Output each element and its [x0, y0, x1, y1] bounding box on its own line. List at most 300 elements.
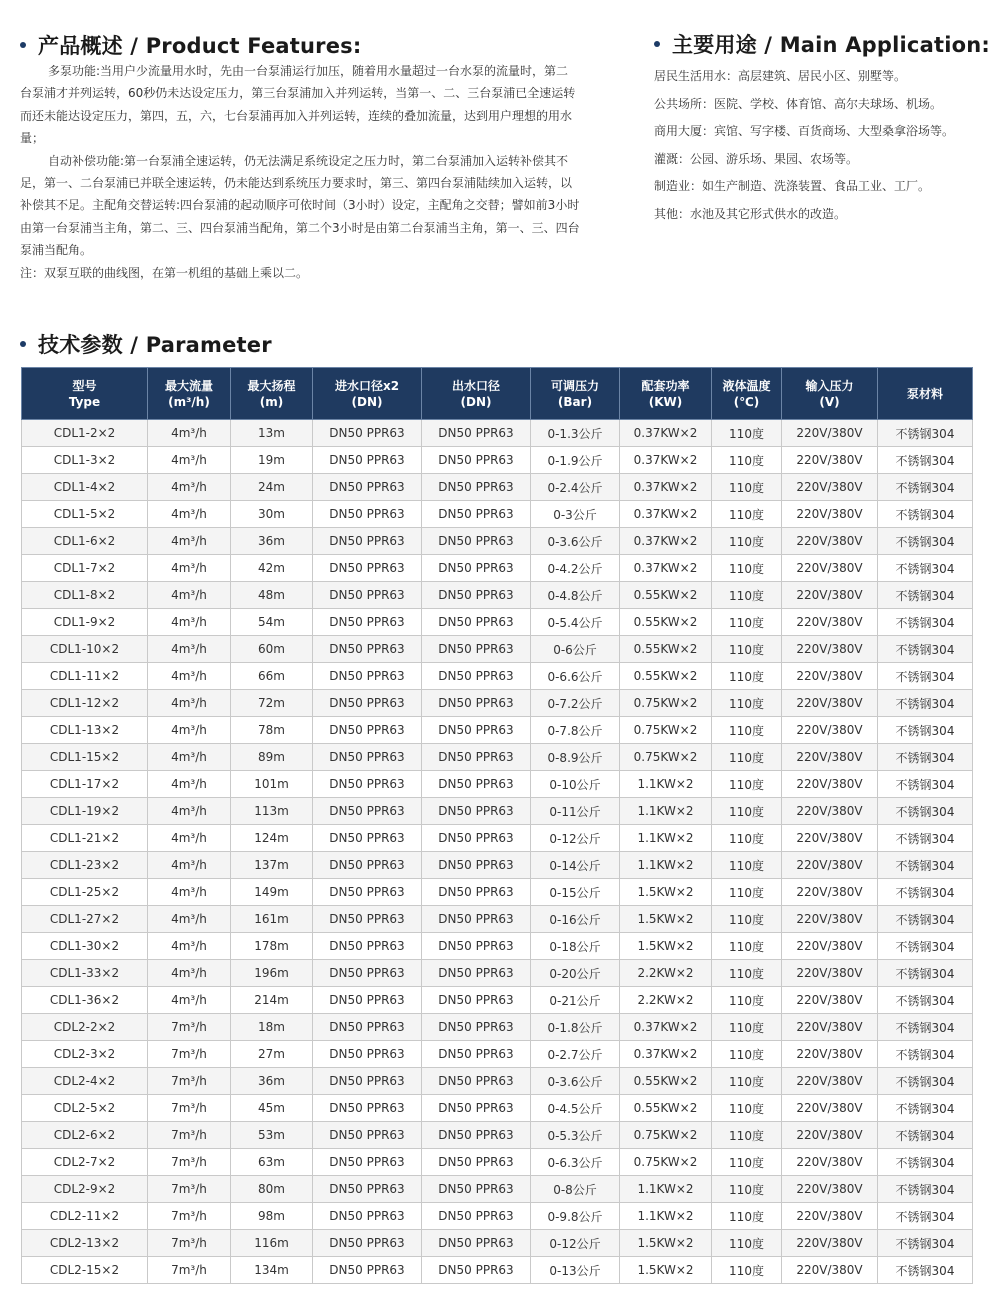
table-cell: 42m — [231, 555, 313, 582]
table-cell: 不锈钢304 — [878, 1257, 973, 1284]
table-cell: 220V/380V — [782, 960, 878, 987]
table-cell: DN50 PPR63 — [422, 1176, 531, 1203]
table-cell: DN50 PPR63 — [313, 879, 422, 906]
table-cell: 110度 — [712, 1014, 782, 1041]
table-cell: CDL2-2×2 — [22, 1014, 148, 1041]
table-cell: 0.55KW×2 — [620, 609, 712, 636]
table-cell: 0.75KW×2 — [620, 744, 712, 771]
table-cell: 0-12公斤 — [531, 1230, 620, 1257]
column-header-cn: 配套功率 — [641, 378, 690, 393]
features-paragraph: 自动补偿功能:第一台泵浦全速运转，仍无法满足系统设定之压力时，第二台泵浦加入运转补偿其不足，第一、二台泵浦已并联全速运转，仍未能达到系统压力要求时，第三、第四台泵浦陆续加入运转，以补偿其不足。主配角交替运转:四台泵浦的起动顺序可依时间（3小时）设定，主配角之交替；譬如前3小时由第一台泵浦当主角，第二、三、四台泵浦当配角，第二个3小时是由第二台泵浦当主角，第一、三、四台泵浦当配角。 — [20, 153, 580, 258]
table-cell: 7m³/h — [148, 1068, 231, 1095]
table-cell: 137m — [231, 852, 313, 879]
table-cell: 不锈钢304 — [878, 744, 973, 771]
table-cell: 220V/380V — [782, 1095, 878, 1122]
table-cell: 220V/380V — [782, 1014, 878, 1041]
table-cell: 不锈钢304 — [878, 1203, 973, 1230]
table-cell: 220V/380V — [782, 717, 878, 744]
column-header — [148, 368, 231, 420]
table-cell: DN50 PPR63 — [313, 1149, 422, 1176]
table-row — [22, 744, 973, 771]
table-cell: CDL2-15×2 — [22, 1257, 148, 1284]
table-cell: 0-21公斤 — [531, 987, 620, 1014]
table-cell: 45m — [231, 1095, 313, 1122]
table-cell: DN50 PPR63 — [422, 1014, 531, 1041]
table-cell: 220V/380V — [782, 933, 878, 960]
table-cell: DN50 PPR63 — [313, 582, 422, 609]
table-cell: 0-4.8公斤 — [531, 582, 620, 609]
table-cell: DN50 PPR63 — [422, 582, 531, 609]
application-list — [654, 65, 994, 231]
table-cell: 0.55KW×2 — [620, 1095, 712, 1122]
table-cell: DN50 PPR63 — [422, 798, 531, 825]
table-cell: 110度 — [712, 1230, 782, 1257]
table-cell: 7m³/h — [148, 1203, 231, 1230]
table-cell: 0-11公斤 — [531, 798, 620, 825]
table-cell: 110度 — [712, 555, 782, 582]
table-cell: 0.37KW×2 — [620, 1014, 712, 1041]
table-row — [22, 582, 973, 609]
column-header-en: (DN) — [351, 394, 383, 409]
table-cell: DN50 PPR63 — [313, 825, 422, 852]
table-cell: DN50 PPR63 — [422, 663, 531, 690]
table-cell: DN50 PPR63 — [422, 744, 531, 771]
table-cell: CDL2-4×2 — [22, 1068, 148, 1095]
table-cell: 220V/380V — [782, 1068, 878, 1095]
table-cell: 220V/380V — [782, 798, 878, 825]
table-cell: CDL1-3×2 — [22, 447, 148, 474]
table-cell: 220V/380V — [782, 771, 878, 798]
table-row — [22, 690, 973, 717]
table-cell: 98m — [231, 1203, 313, 1230]
table-cell: 不锈钢304 — [878, 1041, 973, 1068]
table-cell: 7m³/h — [148, 1149, 231, 1176]
table-cell: 220V/380V — [782, 1230, 878, 1257]
table-cell: 不锈钢304 — [878, 879, 973, 906]
table-cell: 0-9.8公斤 — [531, 1203, 620, 1230]
table-cell: CDL1-13×2 — [22, 717, 148, 744]
table-row — [22, 420, 973, 447]
table-row — [22, 960, 973, 987]
table-row — [22, 798, 973, 825]
table-cell: 7m³/h — [148, 1041, 231, 1068]
table-cell: 0.37KW×2 — [620, 501, 712, 528]
table-row — [22, 717, 973, 744]
table-cell: 134m — [231, 1257, 313, 1284]
table-cell: 110度 — [712, 798, 782, 825]
table-cell: CDL2-5×2 — [22, 1095, 148, 1122]
table-row — [22, 447, 973, 474]
table-cell: DN50 PPR63 — [422, 636, 531, 663]
table-cell: DN50 PPR63 — [313, 1095, 422, 1122]
table-cell: 不锈钢304 — [878, 474, 973, 501]
column-header-cn: 输入压力 — [805, 378, 854, 393]
table-cell: DN50 PPR63 — [422, 717, 531, 744]
table-row — [22, 1095, 973, 1122]
column-header-en: (m³/h) — [168, 394, 210, 409]
table-row — [22, 663, 973, 690]
table-cell: 不锈钢304 — [878, 1122, 973, 1149]
table-cell: 113m — [231, 798, 313, 825]
table-row — [22, 987, 973, 1014]
table-cell: DN50 PPR63 — [313, 771, 422, 798]
table-cell: 4m³/h — [148, 987, 231, 1014]
table-cell: 4m³/h — [148, 528, 231, 555]
table-cell: CDL1-4×2 — [22, 474, 148, 501]
table-cell: 110度 — [712, 771, 782, 798]
table-cell: 66m — [231, 663, 313, 690]
table-cell: DN50 PPR63 — [313, 1122, 422, 1149]
table-cell: DN50 PPR63 — [313, 987, 422, 1014]
parameter-title — [20, 329, 272, 359]
table-cell: 不锈钢304 — [878, 798, 973, 825]
column-header-en: Type — [68, 394, 101, 409]
column-header — [878, 368, 973, 420]
table-cell: 不锈钢304 — [878, 582, 973, 609]
table-cell: DN50 PPR63 — [422, 1122, 531, 1149]
table-cell: DN50 PPR63 — [422, 933, 531, 960]
table-cell: 不锈钢304 — [878, 771, 973, 798]
table-cell: 4m³/h — [148, 852, 231, 879]
table-cell: 30m — [231, 501, 313, 528]
table-cell: 220V/380V — [782, 636, 878, 663]
table-cell: DN50 PPR63 — [313, 663, 422, 690]
parameter-table — [21, 367, 973, 1284]
table-cell: 0.75KW×2 — [620, 690, 712, 717]
column-header-en: (DN) — [460, 394, 492, 409]
table-cell: 54m — [231, 609, 313, 636]
table-cell: 13m — [231, 420, 313, 447]
table-cell: 110度 — [712, 1176, 782, 1203]
table-cell: 不锈钢304 — [878, 960, 973, 987]
table-cell: 4m³/h — [148, 636, 231, 663]
table-cell: 0.55KW×2 — [620, 582, 712, 609]
table-cell: 0-2.7公斤 — [531, 1041, 620, 1068]
table-cell: 36m — [231, 1068, 313, 1095]
table-cell: 0-20公斤 — [531, 960, 620, 987]
table-cell: 220V/380V — [782, 609, 878, 636]
table-cell: 不锈钢304 — [878, 825, 973, 852]
column-header-cn: 液体温度 — [722, 378, 771, 393]
application-item: 商用大厦：宾馆、写字楼、百货商场、大型桑拿浴场等。 — [654, 124, 955, 139]
table-cell: CDL1-2×2 — [22, 420, 148, 447]
table-cell: 27m — [231, 1041, 313, 1068]
table-cell: 0-16公斤 — [531, 906, 620, 933]
table-row — [22, 906, 973, 933]
table-cell: CDL1-5×2 — [22, 501, 148, 528]
table-cell: CDL1-33×2 — [22, 960, 148, 987]
table-cell: DN50 PPR63 — [422, 960, 531, 987]
table-cell: 1.5KW×2 — [620, 933, 712, 960]
column-header-cn: 可调压力 — [550, 378, 599, 393]
column-header — [712, 368, 782, 420]
table-cell: 4m³/h — [148, 474, 231, 501]
table-cell: 0-6公斤 — [531, 636, 620, 663]
table-cell: 110度 — [712, 636, 782, 663]
table-cell: 0.75KW×2 — [620, 717, 712, 744]
table-cell: 不锈钢304 — [878, 447, 973, 474]
table-cell: 0-2.4公斤 — [531, 474, 620, 501]
table-cell: DN50 PPR63 — [313, 906, 422, 933]
parameter-title-text: 技术参数 / Parameter — [38, 333, 272, 357]
table-cell: CDL1-36×2 — [22, 987, 148, 1014]
table-cell: 不锈钢304 — [878, 420, 973, 447]
table-cell: DN50 PPR63 — [422, 501, 531, 528]
application-item: 居民生活用水：高层建筑、居民小区、别墅等。 — [654, 69, 907, 83]
table-cell: CDL1-8×2 — [22, 582, 148, 609]
table-cell: 不锈钢304 — [878, 609, 973, 636]
table-row — [22, 1203, 973, 1230]
table-cell: CDL1-17×2 — [22, 771, 148, 798]
table-cell: CDL2-9×2 — [22, 1176, 148, 1203]
table-cell: CDL2-11×2 — [22, 1203, 148, 1230]
column-header-en: (V) — [819, 394, 840, 409]
table-cell: 4m³/h — [148, 771, 231, 798]
table-cell: 214m — [231, 987, 313, 1014]
application-item: 其他：水池及其它形式供水的改造。 — [654, 206, 847, 221]
table-cell: 110度 — [712, 1149, 782, 1176]
table-row — [22, 1014, 973, 1041]
table-cell: 不锈钢304 — [878, 528, 973, 555]
table-cell: 4m³/h — [148, 717, 231, 744]
table-cell: 2.2KW×2 — [620, 987, 712, 1014]
table-cell: 7m³/h — [148, 1230, 231, 1257]
application-title — [654, 29, 990, 59]
table-cell: 48m — [231, 582, 313, 609]
column-header-cn: 型号 — [72, 378, 97, 393]
table-cell: 4m³/h — [148, 447, 231, 474]
table-cell: 4m³/h — [148, 420, 231, 447]
table-cell: 0-3.6公斤 — [531, 528, 620, 555]
table-cell: 1.1KW×2 — [620, 852, 712, 879]
table-cell: 220V/380V — [782, 582, 878, 609]
table-cell: DN50 PPR63 — [422, 879, 531, 906]
table-cell: 60m — [231, 636, 313, 663]
table-cell: 110度 — [712, 1122, 782, 1149]
table-cell: 0.55KW×2 — [620, 663, 712, 690]
table-cell: 220V/380V — [782, 474, 878, 501]
table-cell: CDL1-9×2 — [22, 609, 148, 636]
table-cell: DN50 PPR63 — [422, 474, 531, 501]
table-cell: 220V/380V — [782, 663, 878, 690]
table-cell: 0-10公斤 — [531, 771, 620, 798]
table-cell: CDL1-12×2 — [22, 690, 148, 717]
table-cell: 0-14公斤 — [531, 852, 620, 879]
table-cell: DN50 PPR63 — [313, 852, 422, 879]
table-cell: 220V/380V — [782, 555, 878, 582]
table-cell: 72m — [231, 690, 313, 717]
table-row — [22, 636, 973, 663]
table-cell: 1.1KW×2 — [620, 771, 712, 798]
table-cell: 110度 — [712, 987, 782, 1014]
table-cell: 220V/380V — [782, 852, 878, 879]
table-cell: DN50 PPR63 — [422, 852, 531, 879]
table-cell: DN50 PPR63 — [313, 1257, 422, 1284]
table-cell: DN50 PPR63 — [422, 987, 531, 1014]
column-header — [782, 368, 878, 420]
table-cell: 不锈钢304 — [878, 906, 973, 933]
table-cell: DN50 PPR63 — [422, 825, 531, 852]
table-cell: 19m — [231, 447, 313, 474]
table-cell: 110度 — [712, 447, 782, 474]
table-cell: 0.37KW×2 — [620, 447, 712, 474]
table-cell: DN50 PPR63 — [422, 1149, 531, 1176]
bullet-icon — [654, 41, 660, 47]
table-cell: 110度 — [712, 690, 782, 717]
table-cell: 0.37KW×2 — [620, 555, 712, 582]
table-cell: 220V/380V — [782, 744, 878, 771]
table-cell: 4m³/h — [148, 879, 231, 906]
table-cell: 不锈钢304 — [878, 852, 973, 879]
table-cell: 110度 — [712, 825, 782, 852]
application-item: 公共场所：医院、学校、体育馆、高尔夫球场、机场。 — [654, 96, 943, 111]
table-cell: DN50 PPR63 — [313, 474, 422, 501]
column-header — [231, 368, 313, 420]
table-cell: CDL1-30×2 — [22, 933, 148, 960]
table-cell: 24m — [231, 474, 313, 501]
table-cell: 4m³/h — [148, 744, 231, 771]
table-cell: 0-3公斤 — [531, 501, 620, 528]
table-cell: 110度 — [712, 609, 782, 636]
table-cell: 0-18公斤 — [531, 933, 620, 960]
table-cell: 4m³/h — [148, 906, 231, 933]
table-cell: 0-13公斤 — [531, 1257, 620, 1284]
table-cell: 110度 — [712, 744, 782, 771]
table-cell: 0-6.6公斤 — [531, 663, 620, 690]
table-cell: CDL1-15×2 — [22, 744, 148, 771]
table-cell: DN50 PPR63 — [422, 1068, 531, 1095]
column-header — [422, 368, 531, 420]
table-cell: DN50 PPR63 — [422, 420, 531, 447]
table-cell: DN50 PPR63 — [313, 636, 422, 663]
table-cell: 不锈钢304 — [878, 663, 973, 690]
table-cell: 78m — [231, 717, 313, 744]
table-cell: 0-4.2公斤 — [531, 555, 620, 582]
table-cell: DN50 PPR63 — [313, 501, 422, 528]
table-cell: 0.37KW×2 — [620, 528, 712, 555]
table-cell: 0-1.9公斤 — [531, 447, 620, 474]
table-cell: 220V/380V — [782, 906, 878, 933]
table-cell: CDL2-13×2 — [22, 1230, 148, 1257]
table-cell: 0-12公斤 — [531, 825, 620, 852]
table-cell: 0-5.3公斤 — [531, 1122, 620, 1149]
table-cell: 36m — [231, 528, 313, 555]
table-cell: 110度 — [712, 960, 782, 987]
table-cell: 7m³/h — [148, 1257, 231, 1284]
table-cell: DN50 PPR63 — [313, 1176, 422, 1203]
table-cell: DN50 PPR63 — [313, 1014, 422, 1041]
table-cell: 53m — [231, 1122, 313, 1149]
table-cell: 89m — [231, 744, 313, 771]
table-cell: CDL1-10×2 — [22, 636, 148, 663]
table-cell: 110度 — [712, 1095, 782, 1122]
table-cell: DN50 PPR63 — [313, 1068, 422, 1095]
table-cell: 0.75KW×2 — [620, 1149, 712, 1176]
table-cell: 不锈钢304 — [878, 636, 973, 663]
table-cell: 1.5KW×2 — [620, 1230, 712, 1257]
bullet-icon — [20, 42, 26, 48]
application-title-text: 主要用途 / Main Application: — [672, 33, 990, 57]
table-row — [22, 1041, 973, 1068]
table-cell: 0-15公斤 — [531, 879, 620, 906]
table-cell: DN50 PPR63 — [313, 798, 422, 825]
table-cell: 116m — [231, 1230, 313, 1257]
table-row — [22, 933, 973, 960]
table-cell: 0-8公斤 — [531, 1176, 620, 1203]
table-cell: DN50 PPR63 — [422, 1230, 531, 1257]
table-cell: CDL1-6×2 — [22, 528, 148, 555]
table-cell: 0.37KW×2 — [620, 420, 712, 447]
table-cell: 不锈钢304 — [878, 1230, 973, 1257]
table-cell: 220V/380V — [782, 501, 878, 528]
table-cell: 0-5.4公斤 — [531, 609, 620, 636]
column-header-cn: 最大流量 — [164, 378, 213, 393]
table-cell: DN50 PPR63 — [422, 1041, 531, 1068]
table-cell: 不锈钢304 — [878, 987, 973, 1014]
table-cell: 0-8.9公斤 — [531, 744, 620, 771]
table-cell: CDL1-11×2 — [22, 663, 148, 690]
table-cell: 4m³/h — [148, 663, 231, 690]
table-cell: 7m³/h — [148, 1014, 231, 1041]
table-cell: 1.1KW×2 — [620, 1203, 712, 1230]
table-cell: 不锈钢304 — [878, 1095, 973, 1122]
table-cell: DN50 PPR63 — [313, 420, 422, 447]
table-cell: 101m — [231, 771, 313, 798]
features-paragraph: 多泵功能:当用户少流量用水时，先由一台泵浦运行加压，随着用水量超过一台水泵的流量时，第二台泵浦才并列运转，60秒仍未达设定压力，第三台泵浦加入并列运转，当第一、二、三台泵浦已全速运转而还未能达设定压力，第四，五，六，七台泵浦再加入并列运转，连续的叠加流量，达到用户理想的用水量； — [20, 64, 576, 146]
features-title-text: 产品概述 / Product Features: — [38, 34, 362, 58]
table-cell: 不锈钢304 — [878, 1014, 973, 1041]
table-cell: 0-1.3公斤 — [531, 420, 620, 447]
table-cell: 80m — [231, 1176, 313, 1203]
table-cell: 220V/380V — [782, 825, 878, 852]
table-cell: 0.55KW×2 — [620, 636, 712, 663]
table-cell: 2.2KW×2 — [620, 960, 712, 987]
table-row — [22, 879, 973, 906]
table-cell: 110度 — [712, 1068, 782, 1095]
table-cell: 220V/380V — [782, 690, 878, 717]
table-cell: DN50 PPR63 — [313, 528, 422, 555]
table-cell: 110度 — [712, 528, 782, 555]
table-row — [22, 1176, 973, 1203]
table-cell: DN50 PPR63 — [422, 1203, 531, 1230]
table-cell: DN50 PPR63 — [422, 771, 531, 798]
table-cell: 4m³/h — [148, 582, 231, 609]
table-cell: CDL2-6×2 — [22, 1122, 148, 1149]
table-cell: 不锈钢304 — [878, 933, 973, 960]
table-row — [22, 528, 973, 555]
table-cell: DN50 PPR63 — [313, 744, 422, 771]
table-cell: DN50 PPR63 — [313, 555, 422, 582]
table-cell: 110度 — [712, 717, 782, 744]
column-header-cn: 出水口径 — [451, 378, 500, 393]
column-header — [22, 368, 148, 420]
table-cell: DN50 PPR63 — [313, 1203, 422, 1230]
table-cell: 110度 — [712, 663, 782, 690]
table-cell: DN50 PPR63 — [313, 447, 422, 474]
table-cell: CDL1-25×2 — [22, 879, 148, 906]
column-header-en: (℃) — [733, 394, 760, 409]
table-cell: 4m³/h — [148, 825, 231, 852]
features-title — [20, 30, 361, 60]
table-cell: 220V/380V — [782, 987, 878, 1014]
table-cell: 1.5KW×2 — [620, 906, 712, 933]
table-cell: 63m — [231, 1149, 313, 1176]
column-header-cn: 最大扬程 — [247, 378, 296, 393]
table-row — [22, 474, 973, 501]
table-cell: 110度 — [712, 420, 782, 447]
table-cell: 0-4.5公斤 — [531, 1095, 620, 1122]
table-cell: 0-7.2公斤 — [531, 690, 620, 717]
